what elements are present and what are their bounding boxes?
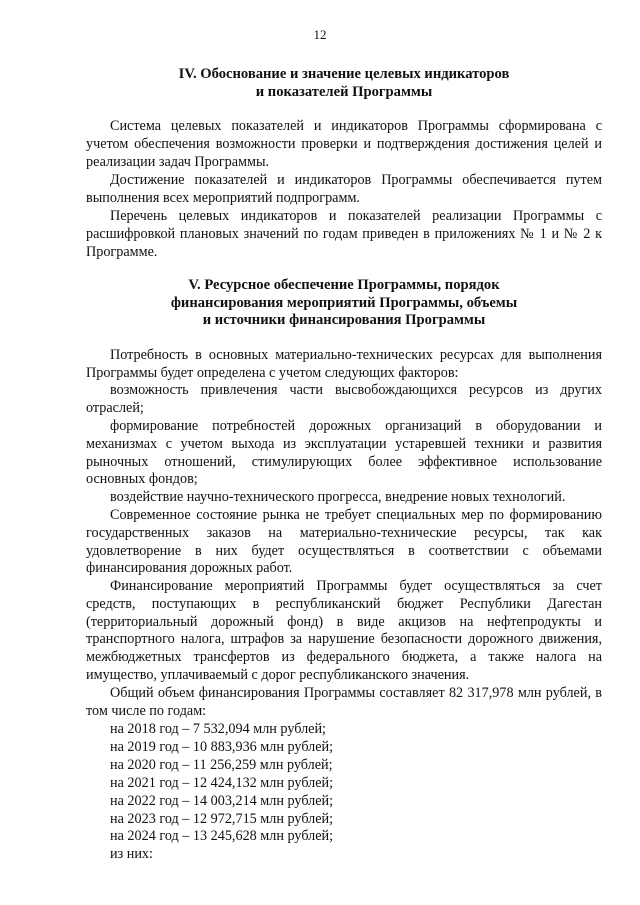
section-5-heading-line-1: V. Ресурсное обеспечение Программы, порядок (188, 277, 500, 293)
funding-year-item: на 2023 год – 12 972,715 млн рублей; (110, 810, 334, 827)
section-5-paragraph: воздействие научно-технического прогресса, внедрение новых технологий. (110, 489, 566, 505)
funding-year-item: на 2020 год – 11 256,259 млн рублей; (110, 756, 333, 773)
funding-year-item: на 2024 год – 13 245,628 млн рублей; (110, 828, 334, 845)
section-5-paragraph: Современное состояние рынка не требует специальных мер по формированию государственных заказов на материально-технические ресурсы, так как удовлетворение в них будет осуществляться в соответствии с объемами финансирования дорожных работ. (86, 507, 602, 577)
funding-year-item: на 2018 год – 7 532,094 млн рублей; (110, 721, 326, 737)
page-number: 12 (313, 27, 327, 42)
section-5-paragraph: Потребность в основных материально-технических ресурсах для выполнения Программы будет определена с учетом следующих факторов: (86, 347, 602, 381)
section-5-paragraph: формирование потребностей дорожных организаций в оборудовании и механизмах с учетом выхода из эксплуатации устаревшей техники и развития рыночных отношений, стимулирующих более эффективное использование основных фондов; (86, 418, 602, 488)
section-5-paragraph: возможность привлечения части высвобождающихся ресурсов из других отраслей; (86, 382, 602, 416)
section-4-paragraph: Достижение показателей и индикаторов Программы обеспечивается путем выполнения всех мероприятий подпрограмм. (86, 172, 602, 206)
section-5-paragraph: Общий объем финансирования Программы составляет 82 317,978 млн рублей, в том числе по годам: (86, 685, 602, 719)
section-5-heading (86, 277, 602, 330)
funding-year-item: на 2022 год – 14 003,214 млн рублей; (110, 792, 334, 809)
section-4-heading-line-2: и показателей Программы (255, 83, 433, 100)
section-4-heading-line-1: IV. Обоснование и значение целевых индикаторов (178, 66, 510, 82)
section-4-paragraph: Перечень целевых индикаторов и показателей реализации Программы с расшифровкой плановых значений по годам приведен в приложениях № 1 и № 2 к Программе. (86, 208, 602, 260)
section-5-paragraph: Финансирование мероприятий Программы будет осуществляться за счет средств, поступающих в республиканский бюджет Республики Дагестан (территориальный дорожный фонд) в виде акцизов на нефтепродукты и транспортного налога, штрафов за нарушение безопасности дорожного движения, межбюджетных трансфертов из федерального бюджета, а также налога на имущество, уплачиваемый с дорог республиканского значения. (86, 578, 602, 683)
funding-by-year-list (110, 721, 333, 864)
funding-year-item: на 2019 год – 10 883,936 млн рублей; (110, 738, 334, 755)
funding-year-item: на 2021 год – 12 424,132 млн рублей; (110, 774, 334, 791)
funding-list-continuation: из них: (110, 846, 153, 863)
section-5-heading-line-2: финансирования мероприятий Программы, объемы (170, 294, 518, 311)
section-4-heading (86, 66, 602, 101)
section-5-heading-line-3: и источники финансирования Программы (202, 312, 486, 328)
section-4-paragraph: Система целевых показателей и индикаторов Программы сформирована с учетом обеспечения возможности проверки и подтверждения достижения целей и реализации задач Программы. (86, 118, 602, 170)
